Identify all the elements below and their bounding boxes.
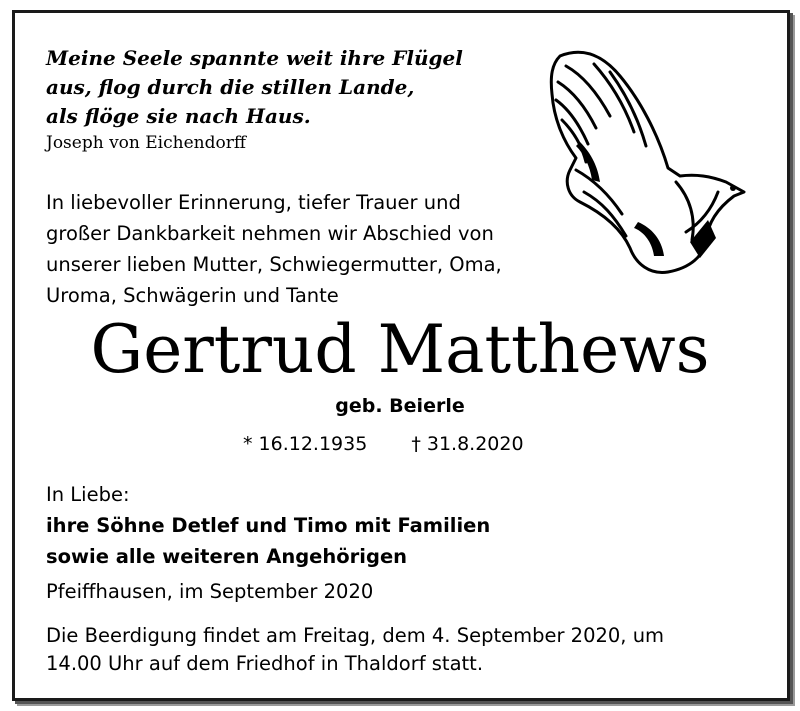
place-date: Pfeiffhausen, im September 2020 <box>46 580 374 603</box>
intro-line: großer Dankbarkeit nehmen wir Abschied von <box>46 222 494 245</box>
burial-line: Die Beerdigung findet am Freitag, dem 4. September 2020, um <box>46 624 665 647</box>
birth-date: * 16.12.1935 <box>243 433 368 455</box>
poem-line: Meine Seele spannte weit ihre Flügel <box>46 46 463 70</box>
birth-name: geb. Beierle <box>335 395 465 417</box>
mourners-line: ihre Söhne Detlef und Timo mit Familien <box>46 514 491 537</box>
intro-line: In liebevoller Erinnerung, tiefer Trauer und <box>46 191 461 214</box>
poem-quote <box>46 44 506 155</box>
burial-line: 14.00 Uhr auf dem Friedhof in Thaldorf statt. <box>46 652 484 675</box>
life-dates <box>243 431 524 457</box>
intro-line: unserer lieben Mutter, Schwiegermutter, Oma, <box>46 253 502 276</box>
burial-info <box>46 622 766 678</box>
death-date: † 31.8.2020 <box>411 433 524 455</box>
mourners-line: sowie alle weiteren Angehörigen <box>46 545 408 568</box>
mourners-block <box>46 479 606 572</box>
mourners-intro: In Liebe: <box>46 483 130 506</box>
poem-line: als flöge sie nach Haus. <box>46 104 311 128</box>
poem-author: Joseph von Eichendorff <box>46 133 246 153</box>
intro-text <box>46 187 586 311</box>
intro-line: Uroma, Schwägerin und Tante <box>46 284 339 307</box>
poem-line: aus, flog durch die stillen Lande, <box>46 75 415 99</box>
deceased-name: Gertrud Matthews <box>90 311 710 388</box>
